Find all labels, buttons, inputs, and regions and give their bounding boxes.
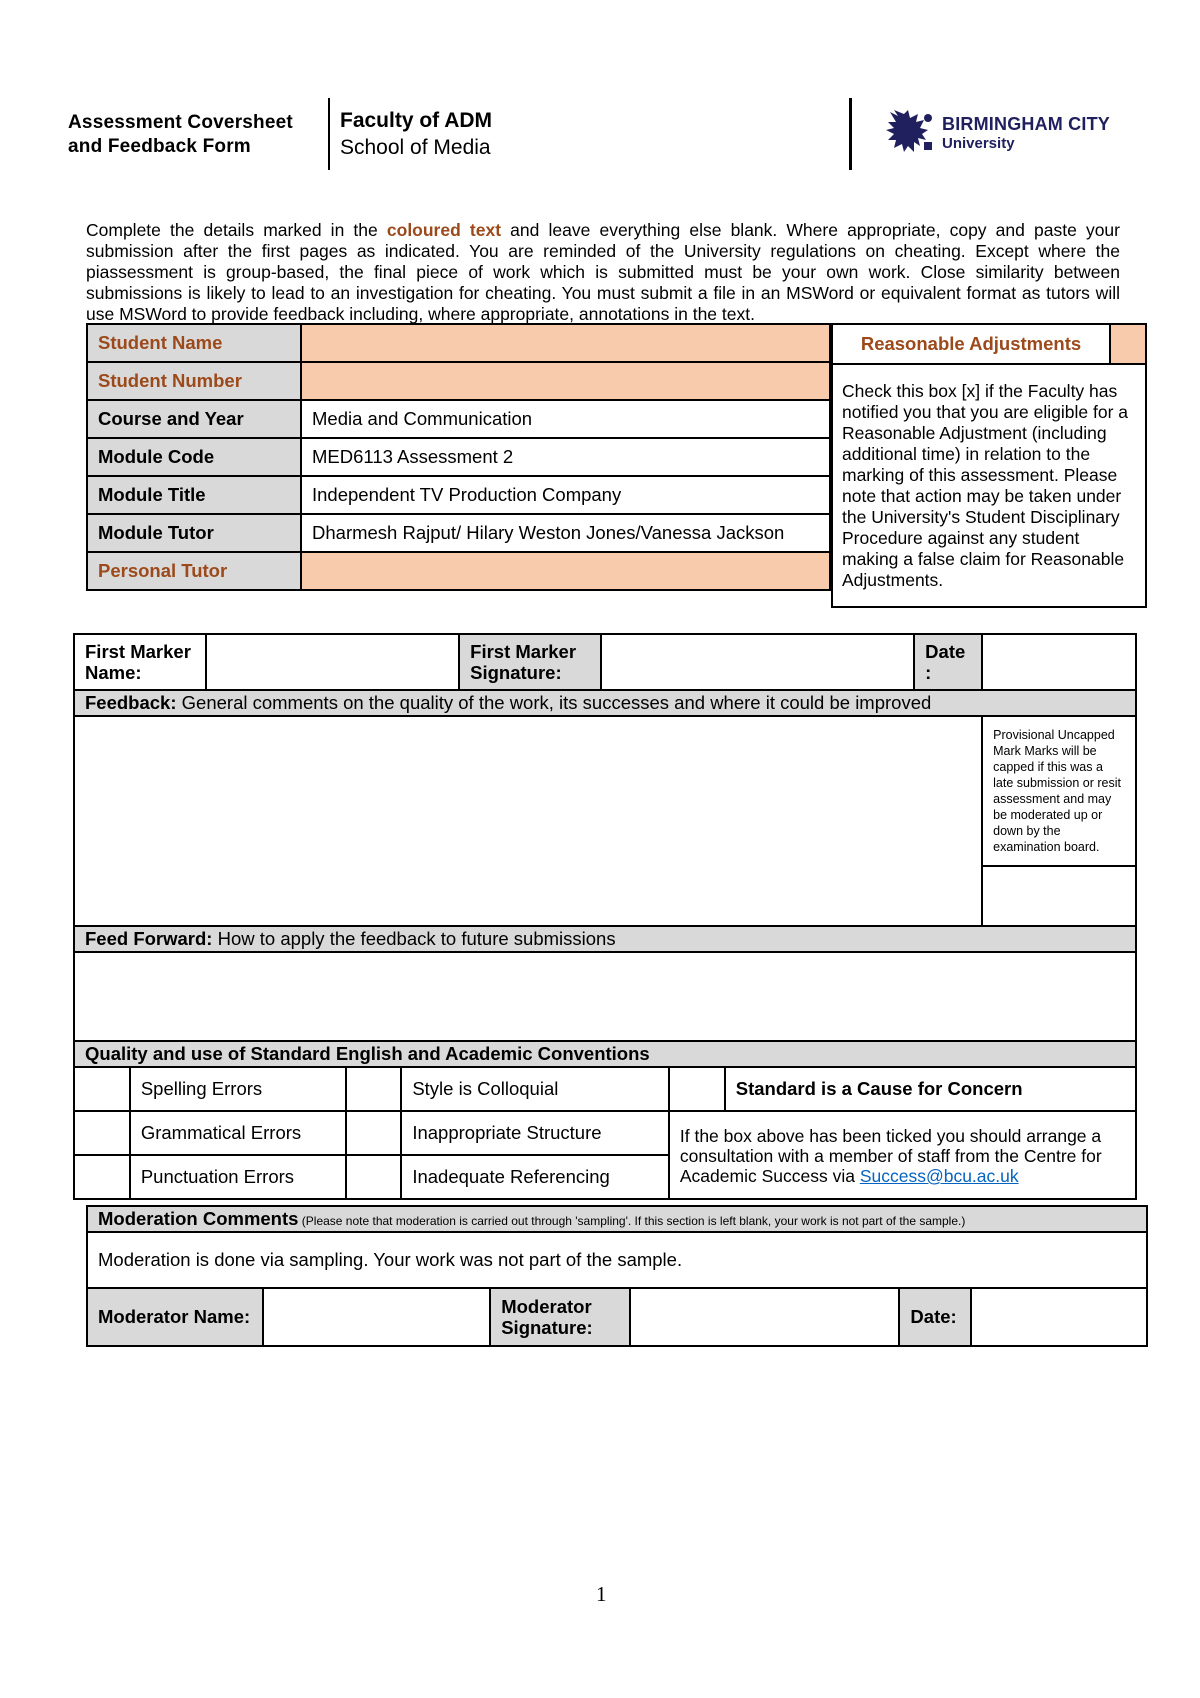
moderation-date-label: Date:	[899, 1288, 971, 1346]
faculty-block	[340, 107, 492, 161]
moderation-table	[86, 1205, 1148, 1347]
table-row	[87, 400, 830, 438]
table-row	[87, 362, 830, 400]
academic-success-email-link[interactable]: Success@bcu.ac.uk	[859, 1166, 1019, 1186]
student-details-table	[86, 323, 831, 591]
table-row	[74, 716, 1136, 866]
lion-crest-icon	[884, 108, 936, 154]
cause-for-concern-checkbox[interactable]	[669, 1067, 725, 1111]
date-label: Date :	[914, 634, 982, 690]
table-row	[87, 1288, 1147, 1346]
academic-success-note	[669, 1111, 1136, 1199]
form-title-line1: Assessment Coversheet	[68, 112, 293, 133]
moderator-signature-field[interactable]	[630, 1288, 899, 1346]
moderator-signature-label: Moderator Signature:	[490, 1288, 630, 1346]
table-row	[87, 514, 830, 552]
table-row	[74, 1111, 1136, 1155]
moderation-date-field[interactable]	[971, 1288, 1147, 1346]
table-row	[87, 1232, 1147, 1288]
intro-part2: and leave everything else blank. Where appropriate, copy and paste your submission after the first pages as indicated. You are reminded of the University regulations on cheating. Except where the piassessment is group-based, the final piece of work which is submitted must be your own work. Close similarity between submissions is likely to lead to an investigation for cheating. You must submit a file in an MSWord or equivalent format as tutors will use MSWord to provide feedback including, where appropriate, annotations in the text.	[86, 220, 1120, 324]
header-divider	[328, 98, 330, 170]
feedback-header	[74, 690, 1136, 716]
marker-feedback-table	[73, 633, 1137, 1051]
reasonable-adjustments-checkbox[interactable]	[1111, 325, 1145, 365]
inappropriate-structure-checkbox[interactable]	[346, 1111, 402, 1155]
inappropriate-structure-label: Inappropriate Structure	[401, 1111, 669, 1155]
table-row	[87, 438, 830, 476]
university-logo	[884, 108, 1114, 158]
provisional-mark-note: Provisional Uncapped Mark Marks will be capped if this was a late submission or resit assessment and may be moderated up or down by the examination board.	[982, 716, 1136, 866]
feed-forward-label: Feed Forward:	[85, 928, 213, 949]
logo-text-line2: University	[942, 135, 1015, 152]
cause-for-concern-label: Standard is a Cause for Concern	[725, 1067, 1136, 1111]
table-row	[87, 1206, 1147, 1232]
first-marker-name-field[interactable]	[206, 634, 459, 690]
module-code-field[interactable]: MED6113 Assessment 2	[301, 438, 830, 476]
module-title-field[interactable]: Independent TV Production Company	[301, 476, 830, 514]
first-marker-signature-field[interactable]	[601, 634, 914, 690]
feedback-field[interactable]	[74, 716, 982, 926]
student-number-label: Student Number	[87, 362, 301, 400]
faculty-name: Faculty of ADM	[340, 109, 493, 132]
module-tutor-field[interactable]: Dharmesh Rajput/ Hilary Weston Jones/Vanessa Jackson	[301, 514, 830, 552]
academic-success-text: If the box above has been ticked you should arrange a consultation with a member of staff from the Centre for Academic Success via	[679, 1126, 1102, 1186]
student-name-label: Student Name	[87, 324, 301, 362]
feed-forward-field[interactable]	[74, 952, 1136, 1050]
colloquial-style-checkbox[interactable]	[346, 1067, 402, 1111]
quality-conventions-table	[73, 1040, 1137, 1200]
moderation-comment[interactable]: Moderation is done via sampling. Your work was not part of the sample.	[87, 1232, 1147, 1288]
spelling-errors-label: Spelling Errors	[130, 1067, 346, 1111]
table-row	[74, 1041, 1136, 1067]
course-year-field[interactable]: Media and Communication	[301, 400, 830, 438]
page-number: 1	[596, 1582, 607, 1606]
colloquial-style-label: Style is Colloquial	[401, 1067, 669, 1111]
table-row	[74, 926, 1136, 952]
intro-part1: Complete the details marked in the	[86, 220, 387, 240]
punctuation-errors-checkbox[interactable]	[74, 1155, 130, 1199]
reasonable-adjustments-title: Reasonable Adjustments	[833, 325, 1111, 365]
student-name-field[interactable]	[301, 324, 830, 362]
form-title	[68, 111, 293, 159]
header-divider-right	[849, 98, 852, 170]
first-marker-name-label: First Marker Name:	[74, 634, 206, 690]
moderator-name-field[interactable]	[263, 1288, 490, 1346]
quality-title: Quality and use of Standard English and Academic Conventions	[74, 1041, 1136, 1067]
form-title-line2: and Feedback Form	[68, 136, 251, 157]
course-year-label: Course and Year	[87, 400, 301, 438]
module-title-label: Module Title	[87, 476, 301, 514]
intro-highlight: coloured text	[386, 220, 502, 240]
personal-tutor-label: Personal Tutor	[87, 552, 301, 590]
table-row	[87, 552, 830, 590]
table-row	[87, 476, 830, 514]
provisional-mark-field[interactable]	[982, 866, 1136, 926]
moderation-header	[87, 1206, 1147, 1232]
grammatical-errors-label: Grammatical Errors	[130, 1111, 346, 1155]
logo-text-line1: BIRMINGHAM CITY	[942, 114, 1110, 134]
date-field[interactable]	[982, 634, 1136, 690]
feed-forward-description: How to apply the feedback to future submissions	[212, 928, 616, 949]
instructions-paragraph	[86, 220, 1120, 325]
reasonable-adjustments-text: Check this box [x] if the Faculty has notified you that you are eligible for a Reasonable Adjustment (including additional time) in relation to the marking of this assessment. Please note that action may be taken under the University's Student Disciplinary Procedure against any student making a false claim for Reasonable Adjustments.	[842, 381, 1129, 590]
table-row	[74, 690, 1136, 716]
table-row	[87, 324, 830, 362]
feed-forward-header	[74, 926, 1136, 952]
first-marker-signature-label: First Marker Signature:	[459, 634, 601, 690]
reasonable-adjustments-box	[831, 323, 1147, 608]
table-row	[74, 634, 1136, 690]
module-code-label: Module Code	[87, 438, 301, 476]
feedback-description: General comments on the quality of the work, its successes and where it could be improved	[176, 692, 932, 713]
grammatical-errors-checkbox[interactable]	[74, 1111, 130, 1155]
moderator-name-label: Moderator Name:	[87, 1288, 263, 1346]
moderation-title: Moderation Comments	[98, 1208, 299, 1229]
feedback-label: Feedback:	[85, 692, 177, 713]
moderation-note: (Please note that moderation is carried out through 'sampling'. If this section is left blank, your work is not part of the sample.)	[298, 1214, 966, 1228]
inadequate-referencing-checkbox[interactable]	[346, 1155, 402, 1199]
punctuation-errors-label: Punctuation Errors	[130, 1155, 346, 1199]
personal-tutor-field[interactable]	[301, 552, 830, 590]
spelling-errors-checkbox[interactable]	[74, 1067, 130, 1111]
inadequate-referencing-label: Inadequate Referencing	[401, 1155, 669, 1199]
school-name: School of Media	[340, 136, 491, 159]
module-tutor-label: Module Tutor	[87, 514, 301, 552]
table-row	[74, 1067, 1136, 1111]
table-row	[74, 952, 1136, 1050]
student-number-field[interactable]	[301, 362, 830, 400]
